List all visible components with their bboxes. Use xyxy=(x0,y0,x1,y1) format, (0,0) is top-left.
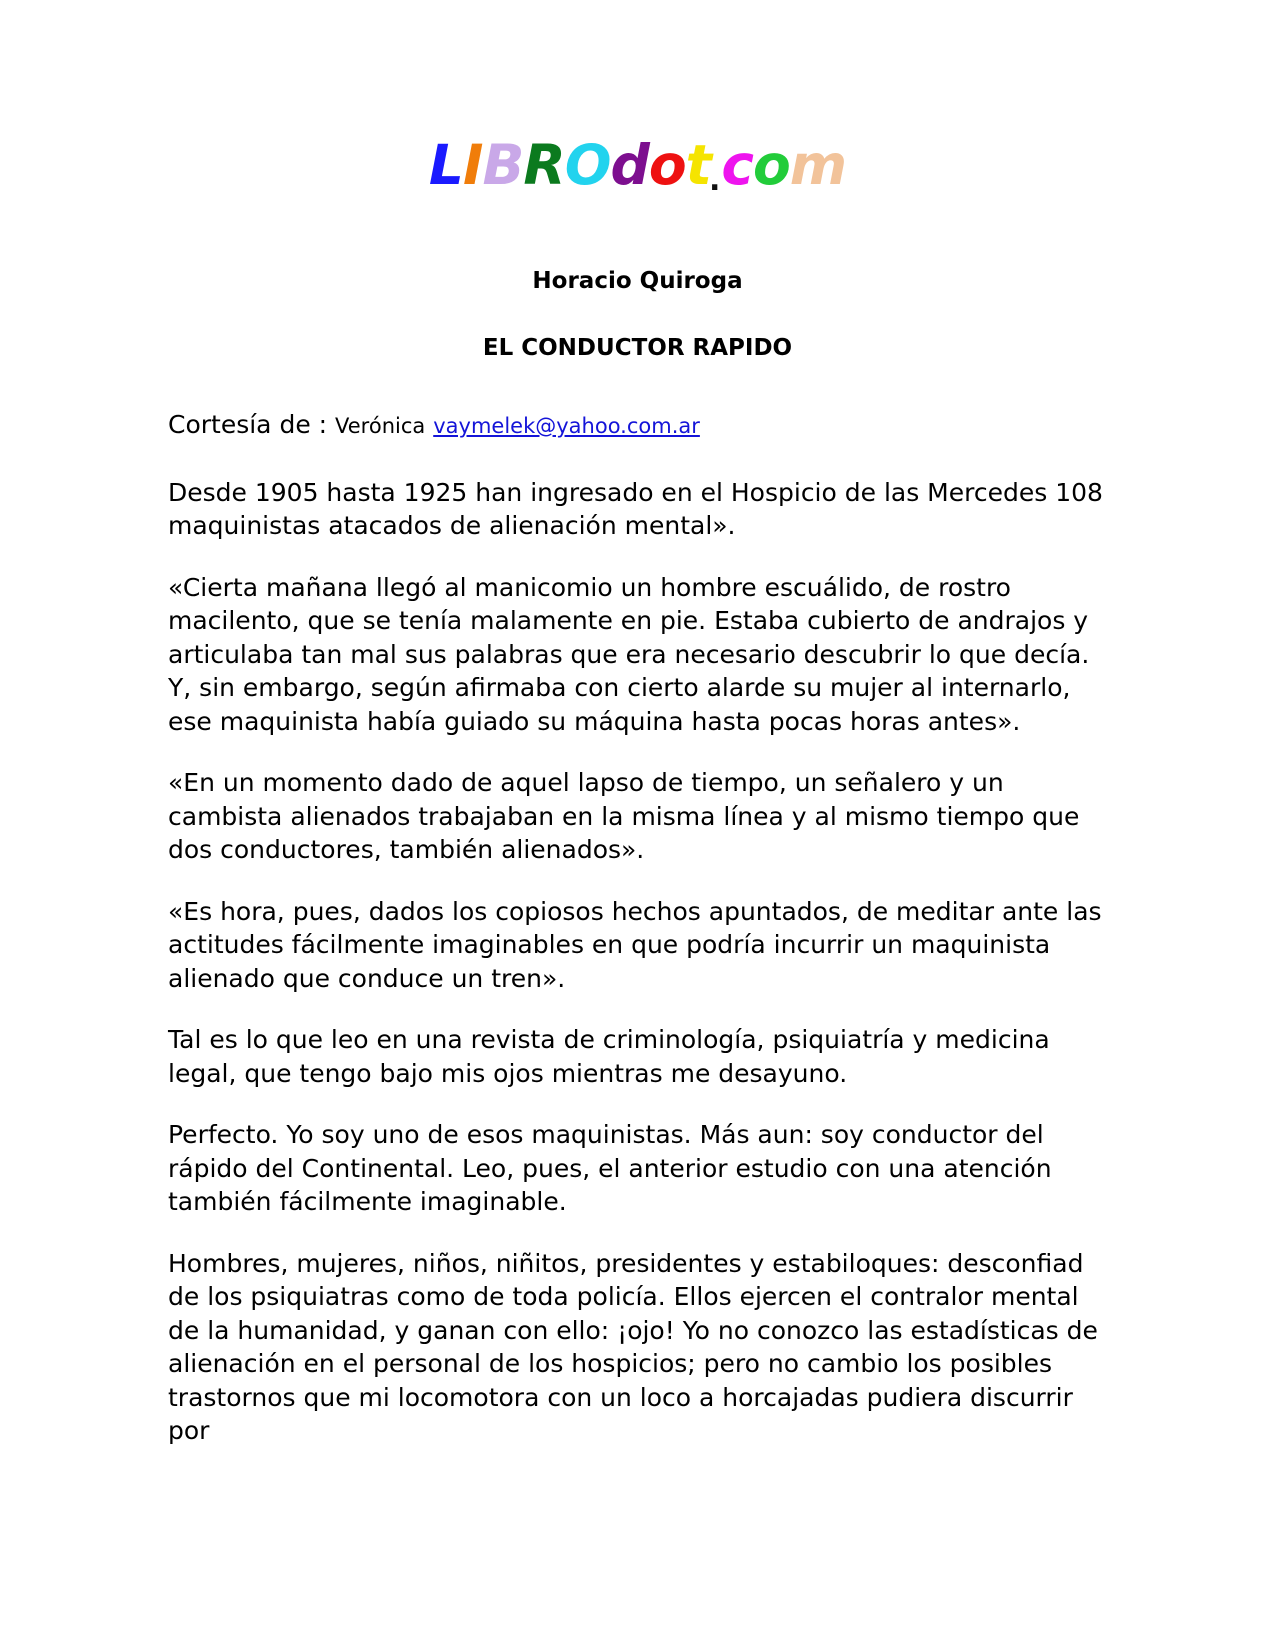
logo-letter-r-3: R xyxy=(523,133,565,197)
courtesy-line xyxy=(168,408,1107,442)
logo-letter-d-5: d xyxy=(610,133,649,197)
courtesy-label: Cortesía de : xyxy=(168,410,328,440)
author-heading: Horacio Quiroga xyxy=(532,268,743,294)
logo-letter-m-11: m xyxy=(789,133,847,197)
body-paragraph: Hombres, mujeres, niños, niñitos, presidentes y estabiloques: desconfiad de los psiquiatras como de toda policía. Ellos ejercen el contralor mental de la humanidad, y ganan con ello: ¡ojo! Yo no conozco las estadísticas de alienación en el personal de los hospicios; pero no cambio los posibles trastornos que mi locomotora con un loco a horcajadas pudiera discurrir por xyxy=(168,1248,1098,1446)
body-paragraph: «Es hora, pues, dados los copiosos hechos apuntados, de meditar ante las actitudes fácilmente imaginables en que podría incurrir un maquinista alienado que conduce un tren». xyxy=(168,896,1102,993)
document-body xyxy=(0,408,1275,1448)
page-title: EL CONDUCTOR RAPIDO xyxy=(482,335,793,362)
courtesy-person: Verónica xyxy=(335,414,426,439)
body-paragraph: «Cierta mañana llegó al manicomio un hombre escuálido, de rostro macilento, que se tenía malamente en pie. Estaba cubierto de andrajos y articulaba tan mal sus palabras que era necesario descubrir lo que decía. Y, sin embargo, según afirmaba con cierto alarde su mujer al internarlo, ese maquinista había guiado su máquina hasta pocas horas antes». xyxy=(168,572,1090,736)
logo-letter-c-9: c xyxy=(721,133,753,197)
body-paragraph: Perfecto. Yo soy uno de esos maquinistas. Más aun: soy conductor del rápido del Continental. Leo, pues, el anterior estudio con una atención también fácilmente imaginable. xyxy=(168,1120,1052,1217)
logo-header xyxy=(0,0,1275,198)
email-link[interactable]: vaymelek@yahoo.com.ar xyxy=(433,414,700,439)
logo-letter-i-1: I xyxy=(462,133,483,197)
logo-letter-o-6: o xyxy=(648,133,686,197)
logo-letter-o-10: o xyxy=(752,133,790,197)
body-paragraph: «En un momento dado de aquel lapso de tiempo, un señalero y un cambista alienados trabajaban en la misma línea y al mismo tiempo que dos conductores, también alienados». xyxy=(168,768,1080,865)
logo-letter-b-2: B xyxy=(482,133,524,197)
body-paragraph: Desde 1905 hasta 1925 han ingresado en el Hospicio de las Mercedes 108 maquinistas atacados de alienación mental». xyxy=(168,477,1103,541)
librodot-logo[interactable] xyxy=(428,133,847,198)
logo-letter-.-8: . xyxy=(708,163,720,198)
body-paragraph: Tal es lo que leo en una revista de criminología, psiquiatría y medicina legal, que tengo bajo mis ojos mientras me desayuno. xyxy=(168,1025,1050,1088)
logo-letter-t-7: t xyxy=(685,133,711,197)
paragraph-list xyxy=(168,476,1107,1448)
logo-letter-o-4: O xyxy=(564,133,611,197)
logo-letter-l-0: L xyxy=(428,133,463,197)
